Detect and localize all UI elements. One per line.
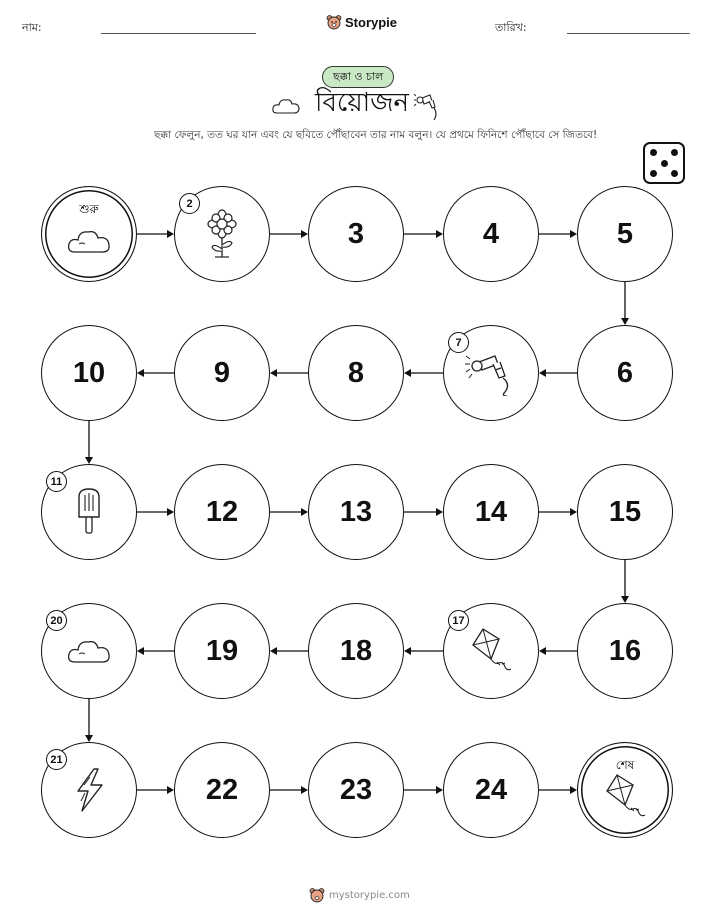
cell-number: 4 [482, 217, 500, 250]
cell-number: 10 [72, 356, 106, 389]
brand-name: Storypie [345, 15, 398, 30]
cell-number-badge: 21 [46, 749, 67, 770]
cell-number: 18 [339, 634, 373, 667]
cell-number-badge: 11 [46, 471, 67, 492]
cell-number: 8 [347, 356, 365, 389]
arrow-head [404, 369, 411, 377]
arrow-head [539, 647, 546, 655]
arrow-head [270, 369, 277, 377]
arrow-head [570, 786, 577, 794]
arrow-head [301, 786, 308, 794]
arrow-head [167, 508, 174, 516]
cell-number: 23 [339, 773, 373, 806]
arrow-head [85, 735, 93, 742]
page-title: বিয়োজন [315, 88, 409, 118]
cell-number-badge: 17 [448, 610, 469, 631]
arrow-head [539, 369, 546, 377]
cell-number: 12 [205, 495, 239, 528]
arrow-head [404, 647, 411, 655]
arrow-head [621, 596, 629, 603]
cell-number: 24 [474, 773, 508, 806]
start-label: শুরু [79, 202, 99, 216]
name-label: নাম: [22, 21, 42, 34]
arrow-head [436, 786, 443, 794]
arrow-head [167, 230, 174, 238]
arrow-head [301, 230, 308, 238]
cell-number: 14 [474, 495, 508, 528]
cell-number: 5 [616, 217, 634, 250]
cell-number: 16 [608, 634, 642, 667]
arrow-head [621, 318, 629, 325]
arrow-head [137, 647, 144, 655]
cell-number: 15 [608, 495, 642, 528]
storypie-bear-logo-icon [309, 887, 325, 904]
end-label: শেষ [615, 758, 635, 772]
arrow-head [570, 230, 577, 238]
arrow-head [570, 508, 577, 516]
arrow-head [85, 457, 93, 464]
cell-number-badge: 2 [179, 193, 200, 214]
cell-number-badge: 7 [448, 332, 469, 353]
game-type-pill: ছক্কা ও চাল [322, 66, 394, 88]
cell-number: 3 [347, 217, 365, 250]
date-label: তারিখ: [495, 21, 527, 34]
arrow-head [436, 230, 443, 238]
instructions: ছক্কা ফেলুন, তত ঘর যান এবং যে ছবিতে পৌঁছাবেন তার নাম বলুন। যে প্রথমে ফিনিশে পৌঁছাবে সে জিতবে! [154, 129, 598, 141]
footer [309, 887, 410, 904]
arrow-head [270, 647, 277, 655]
cell-number: 19 [205, 634, 239, 667]
cell-number: 13 [339, 495, 373, 528]
footer-site: mystorypie.com [329, 890, 410, 901]
arrow-head [137, 369, 144, 377]
cell-number: 6 [616, 356, 634, 389]
arrow-head [167, 786, 174, 794]
cell-number: 22 [205, 773, 239, 806]
arrow-head [436, 508, 443, 516]
cell-number-badge: 20 [46, 610, 67, 631]
cell-number: 9 [213, 356, 231, 389]
arrow-head [301, 508, 308, 516]
